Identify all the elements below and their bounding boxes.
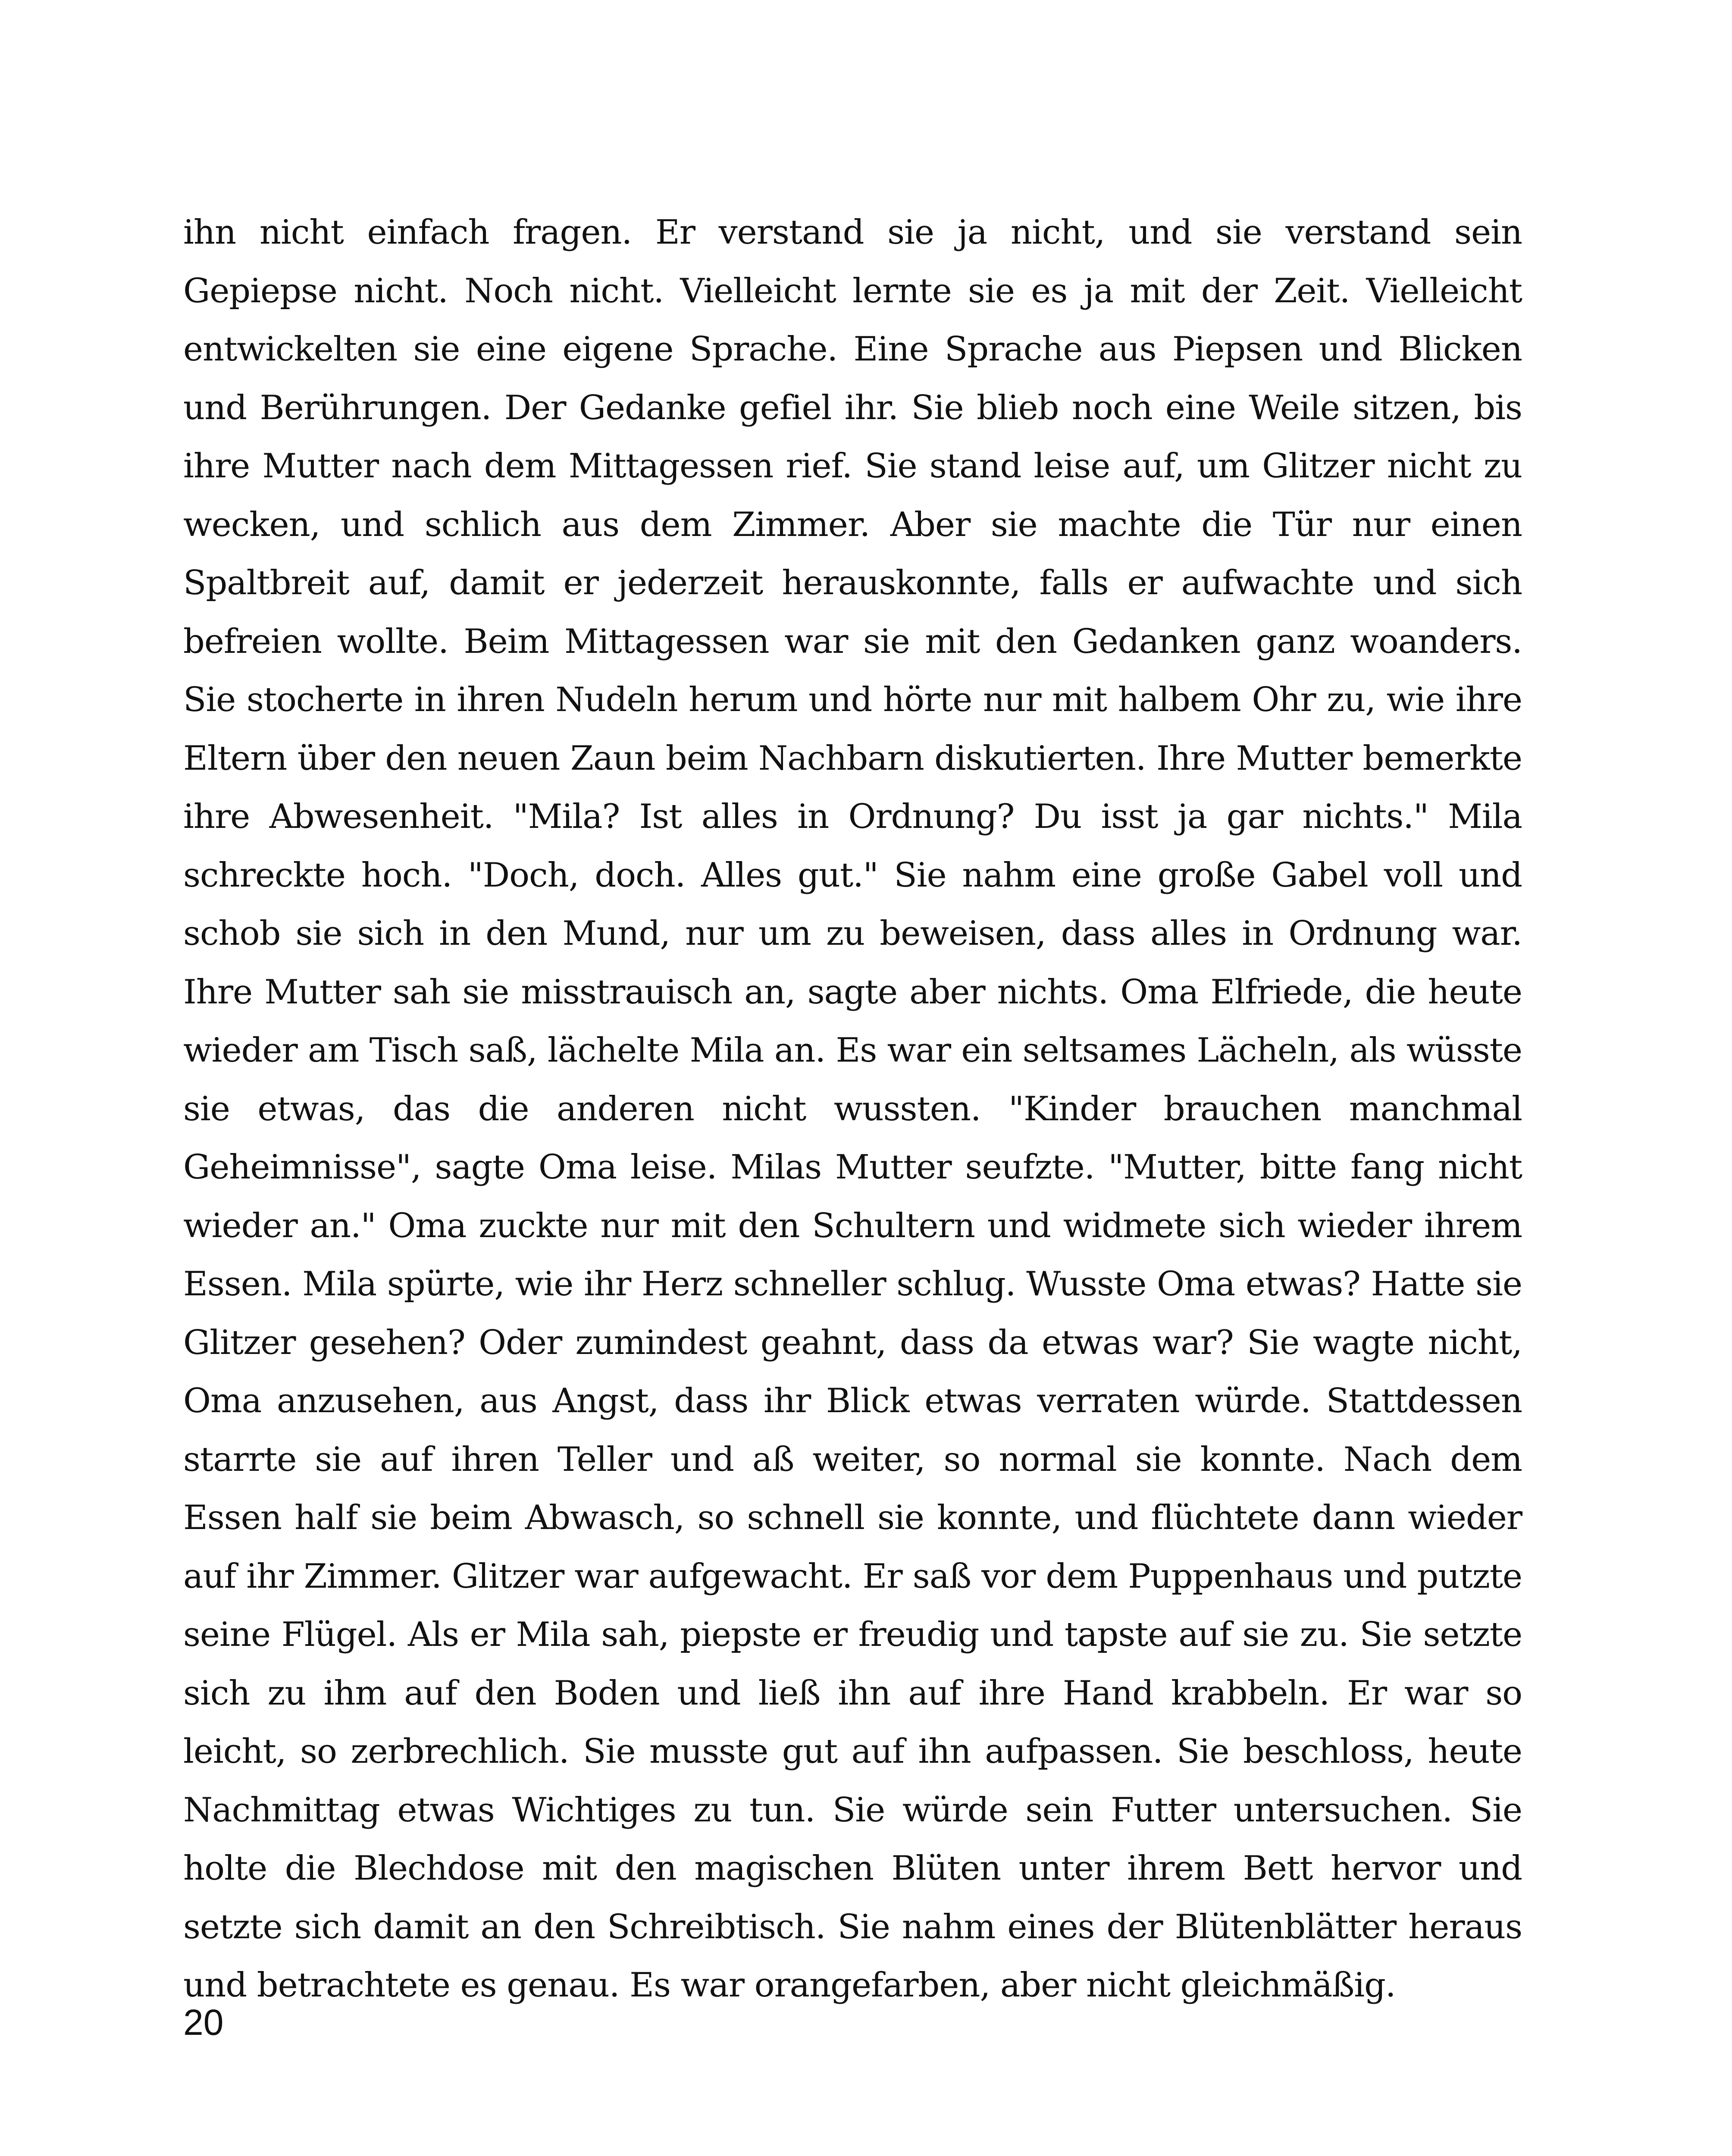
- page-number: 20: [183, 2002, 224, 2043]
- body-paragraph: ihn nicht einfach fragen. Er verstand sie ja nicht, und sie verstand sein Gepiepse nicht. Noch nicht. Vielleicht lernte sie es ja mit der Zeit. Vielleicht entwickelten sie eine eigene Sprache. Eine Sprache aus Piepsen und Blicken und Berührungen. Der Gedanke gefiel ihr. Sie blieb noch eine Weile sitzen, bis ihre Mutter nach dem Mittagessen rief. Sie stand leise auf, um Glitzer nicht zu wecken, und schlich aus dem Zimmer. Aber sie machte die Tür nur einen Spaltbreit auf, damit er jederzeit herauskonnte, falls er aufwachte und sich befreien wollte. Beim Mittagessen war sie mit den Gedanken ganz woanders. Sie stocherte in ihren Nudeln herum und hörte nur mit halbem Ohr zu, wie ihre Eltern über den neuen Zaun beim Nachbarn diskutierten. Ihre Mutter bemerkte ihre Abwesenheit. "Mila? Ist alles in Ordnung? Du isst ja gar nichts." Mila schreckte hoch. "Doch, doch. Alles gut." Sie nahm eine große Gabel voll und schob sie sich in den Mund, nur um zu beweisen, dass alles in Ordnung war. Ihre Mutter sah sie misstrauisch an, sagte aber nichts. Oma Elfriede, die heute wieder am Tisch saß, lächelte Mila an. Es war ein seltsames Lächeln, als wüsste sie etwas, das die anderen nicht wussten. "Kinder brauchen manchmal Geheimnisse", sagte Oma leise. Milas Mutter seufzte. "Mutter, bitte fang nicht wieder an." Oma zuckte nur mit den Schultern und widmete sich wieder ihrem Essen. Mila spürte, wie ihr Herz schneller schlug. Wusste Oma etwas? Hatte sie Glitzer gesehen? Oder zumindest geahnt, dass da etwas war? Sie wagte nicht, Oma anzusehen, aus Angst, dass ihr Blick etwas verraten würde. Stattdessen starrte sie auf ihren Teller und aß weiter, so normal sie konnte. Nach dem Essen half sie beim Abwasch, so schnell sie konnte, und flüchtete dann wieder auf ihr Zimmer. Glitzer war aufgewacht. Er saß vor dem Puppenhaus und putzte seine Flügel. Als er Mila sah, piepste er freudig und tapste auf sie zu. Sie setzte sich zu ihm auf den Boden und ließ ihn auf ihre Hand krabbeln. Er war so leicht, so zerbrechlich. Sie musste gut auf ihn aufpassen. Sie beschloss, heute Nachmittag etwas Wichtiges zu tun. Sie würde sein Futter untersuchen. Sie holte die Blechdose mit den magischen Blüten unter ihrem Bett hervor und setzte sich damit an den Schreibtisch. Sie nahm eines der Blütenblätter heraus und betrachtete es genau. Es war orangefarben, aber nicht gleichmäßig.: [183, 213, 1522, 2005]
